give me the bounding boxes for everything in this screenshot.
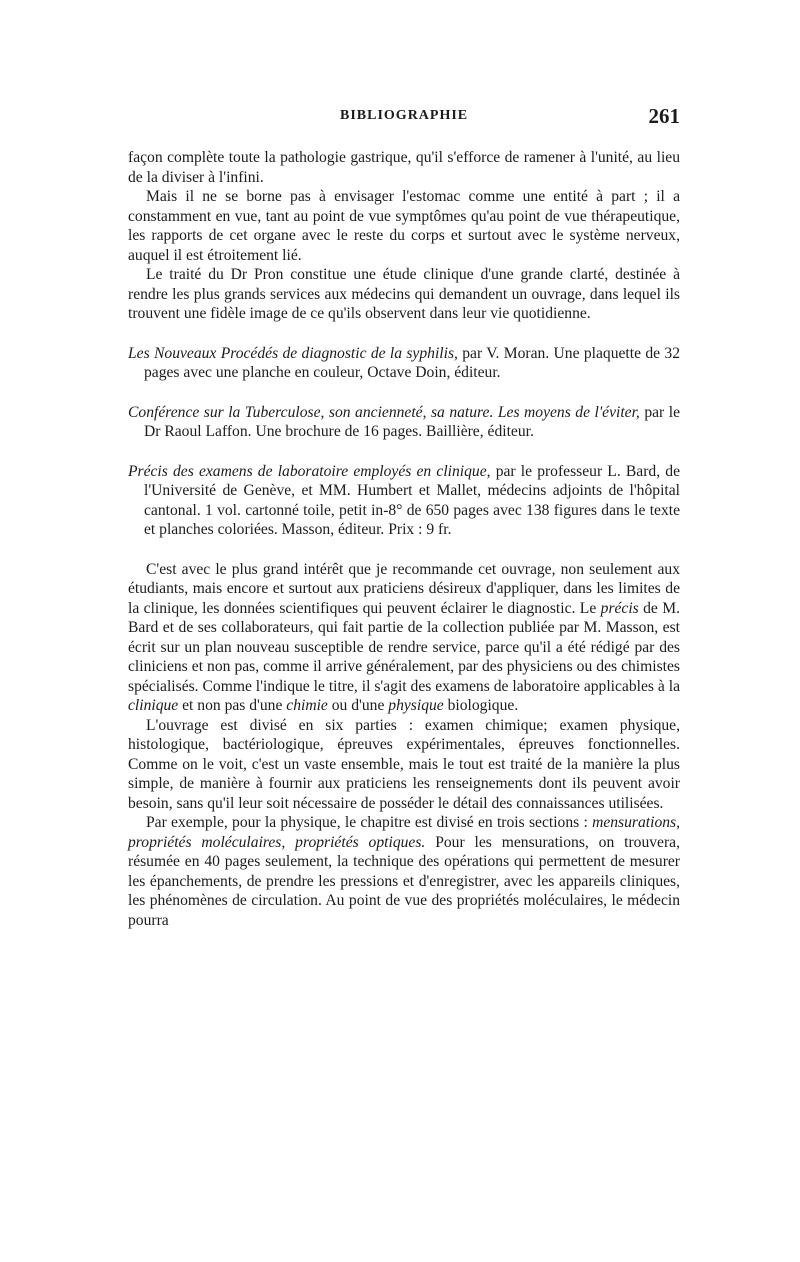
review-paragraph	[128, 813, 680, 930]
text-run: ou d'une	[327, 697, 389, 714]
entry-details: par le professeur L. Bard, de l'Université de Genève, et MM. Humbert et Mallet, médecins adjoints de l'hôpital cantonal. 1 vol. cartonné toile, petit in-8° de 650 pages avec 138 figures dans le texte et planches coloriées. Masson, éditeur. Prix : 9 fr.	[144, 462, 680, 538]
text-run: biologique.	[443, 697, 519, 714]
bibliography-entry	[128, 462, 680, 540]
review-paragraph: L'ouvrage est divisé en six parties : examen chimique; examen physique, histologique, bactériologique, épreuves expérimentales, épreuves fonctionnelles. Comme on le voit, c'est un vaste ensemble, mais le tout est traité de la manière la plus simple, de manière à fournir aux praticiens les renseignements dont ils peuvent avoir besoin, sans qu'il leur soit nécessaire de posséder le détail des connaissances utilisées.	[128, 716, 680, 812]
emphasis: physique	[388, 697, 444, 714]
spacer	[128, 324, 680, 344]
bibliography-entry	[128, 403, 680, 442]
spacer	[128, 383, 680, 403]
text-run: Par exemple, pour la physique, le chapitre est divisé en trois sections :	[146, 814, 593, 831]
paragraph: Mais il ne se borne pas à envisager l'estomac comme une entité à part ; il a constamment en vue, tant au point de vue symptômes qu'au point de vue thérapeutique, les rapports de cet organe avec le reste du corps et surtout avec le système nerveux, auquel il est étroitement lié.	[128, 188, 680, 264]
page-body	[128, 148, 680, 930]
entry-details: par V. Moran. Une plaquette de 32 pages avec une planche en couleur, Octave Doin, éditeur.	[144, 344, 680, 381]
entry-title: Précis des examens de laboratoire employés en clinique,	[128, 462, 491, 480]
text-run: de M. Bard et de ses collaborateurs, qui fait partie de la collection publiée par M. Masson, est écrit sur un plan nouveau susceptible de rendre service, parce qu'il a été rédigé par des cliniciens et non pas, comme il arrive généralement, par des physiciens ou des chimistes spécialisés. Comme l'indique le titre, il s'agit des examens de laboratoire applicables à la	[128, 599, 681, 695]
entry-details: par le Dr Raoul Laffon. Une brochure de 16 pages. Baillière, éditeur.	[144, 403, 680, 440]
emphasis: clinique	[128, 697, 179, 714]
page-number: 261	[648, 104, 680, 128]
spacer	[128, 540, 680, 560]
review-paragraph	[128, 560, 680, 716]
spacer	[128, 442, 680, 462]
emphasis: précis	[600, 599, 639, 617]
emphasis: mensurations, propriétés moléculaires, propriétés optiques.	[128, 814, 680, 851]
running-title: BIBLIOGRAPHIE	[340, 108, 469, 123]
emphasis: chimie	[286, 697, 328, 714]
bibliography-entry	[128, 344, 680, 383]
text-run: et non pas d'une	[178, 697, 287, 714]
paragraph: Le traité du Dr Pron constitue une étude clinique d'une grande clarté, destinée à rendre les plus grands services aux médecins qui demandent un ouvrage, dans lequel ils trouvent une fidèle image de ce qu'ils observent dans leur vie quotidienne.	[128, 266, 680, 322]
text-run: Pour les mensurations, on trouvera, résumée en 40 pages seulement, la technique des opérations qui permettent de mesurer les épanchements, de prendre les pressions et d'enregistrer, avec les appareils cliniques, les phénomènes de circulation. Au point de vue des propriétés moléculaires, le médecin pourra	[128, 833, 680, 929]
paragraph-continuation: façon complète toute la pathologie gastrique, qu'il s'efforce de ramener à l'unité, au lieu de la diviser à l'infini.	[128, 149, 680, 186]
entry-title: Les Nouveaux Procédés de diagnostic de la syphilis,	[128, 344, 458, 362]
page-header	[128, 104, 680, 134]
entry-title: Conférence sur la Tuberculose, son ancienneté, sa nature. Les moyens de l'éviter,	[128, 403, 640, 421]
text-run: C'est avec le plus grand intérêt que je recommande cet ouvrage, non seulement aux étudiants, mais encore et surtout aux praticiens désireux d'appliquer, dans les limites de la clinique, les données scientifiques qui peuvent éclairer le diagnostic. Le	[128, 560, 680, 617]
